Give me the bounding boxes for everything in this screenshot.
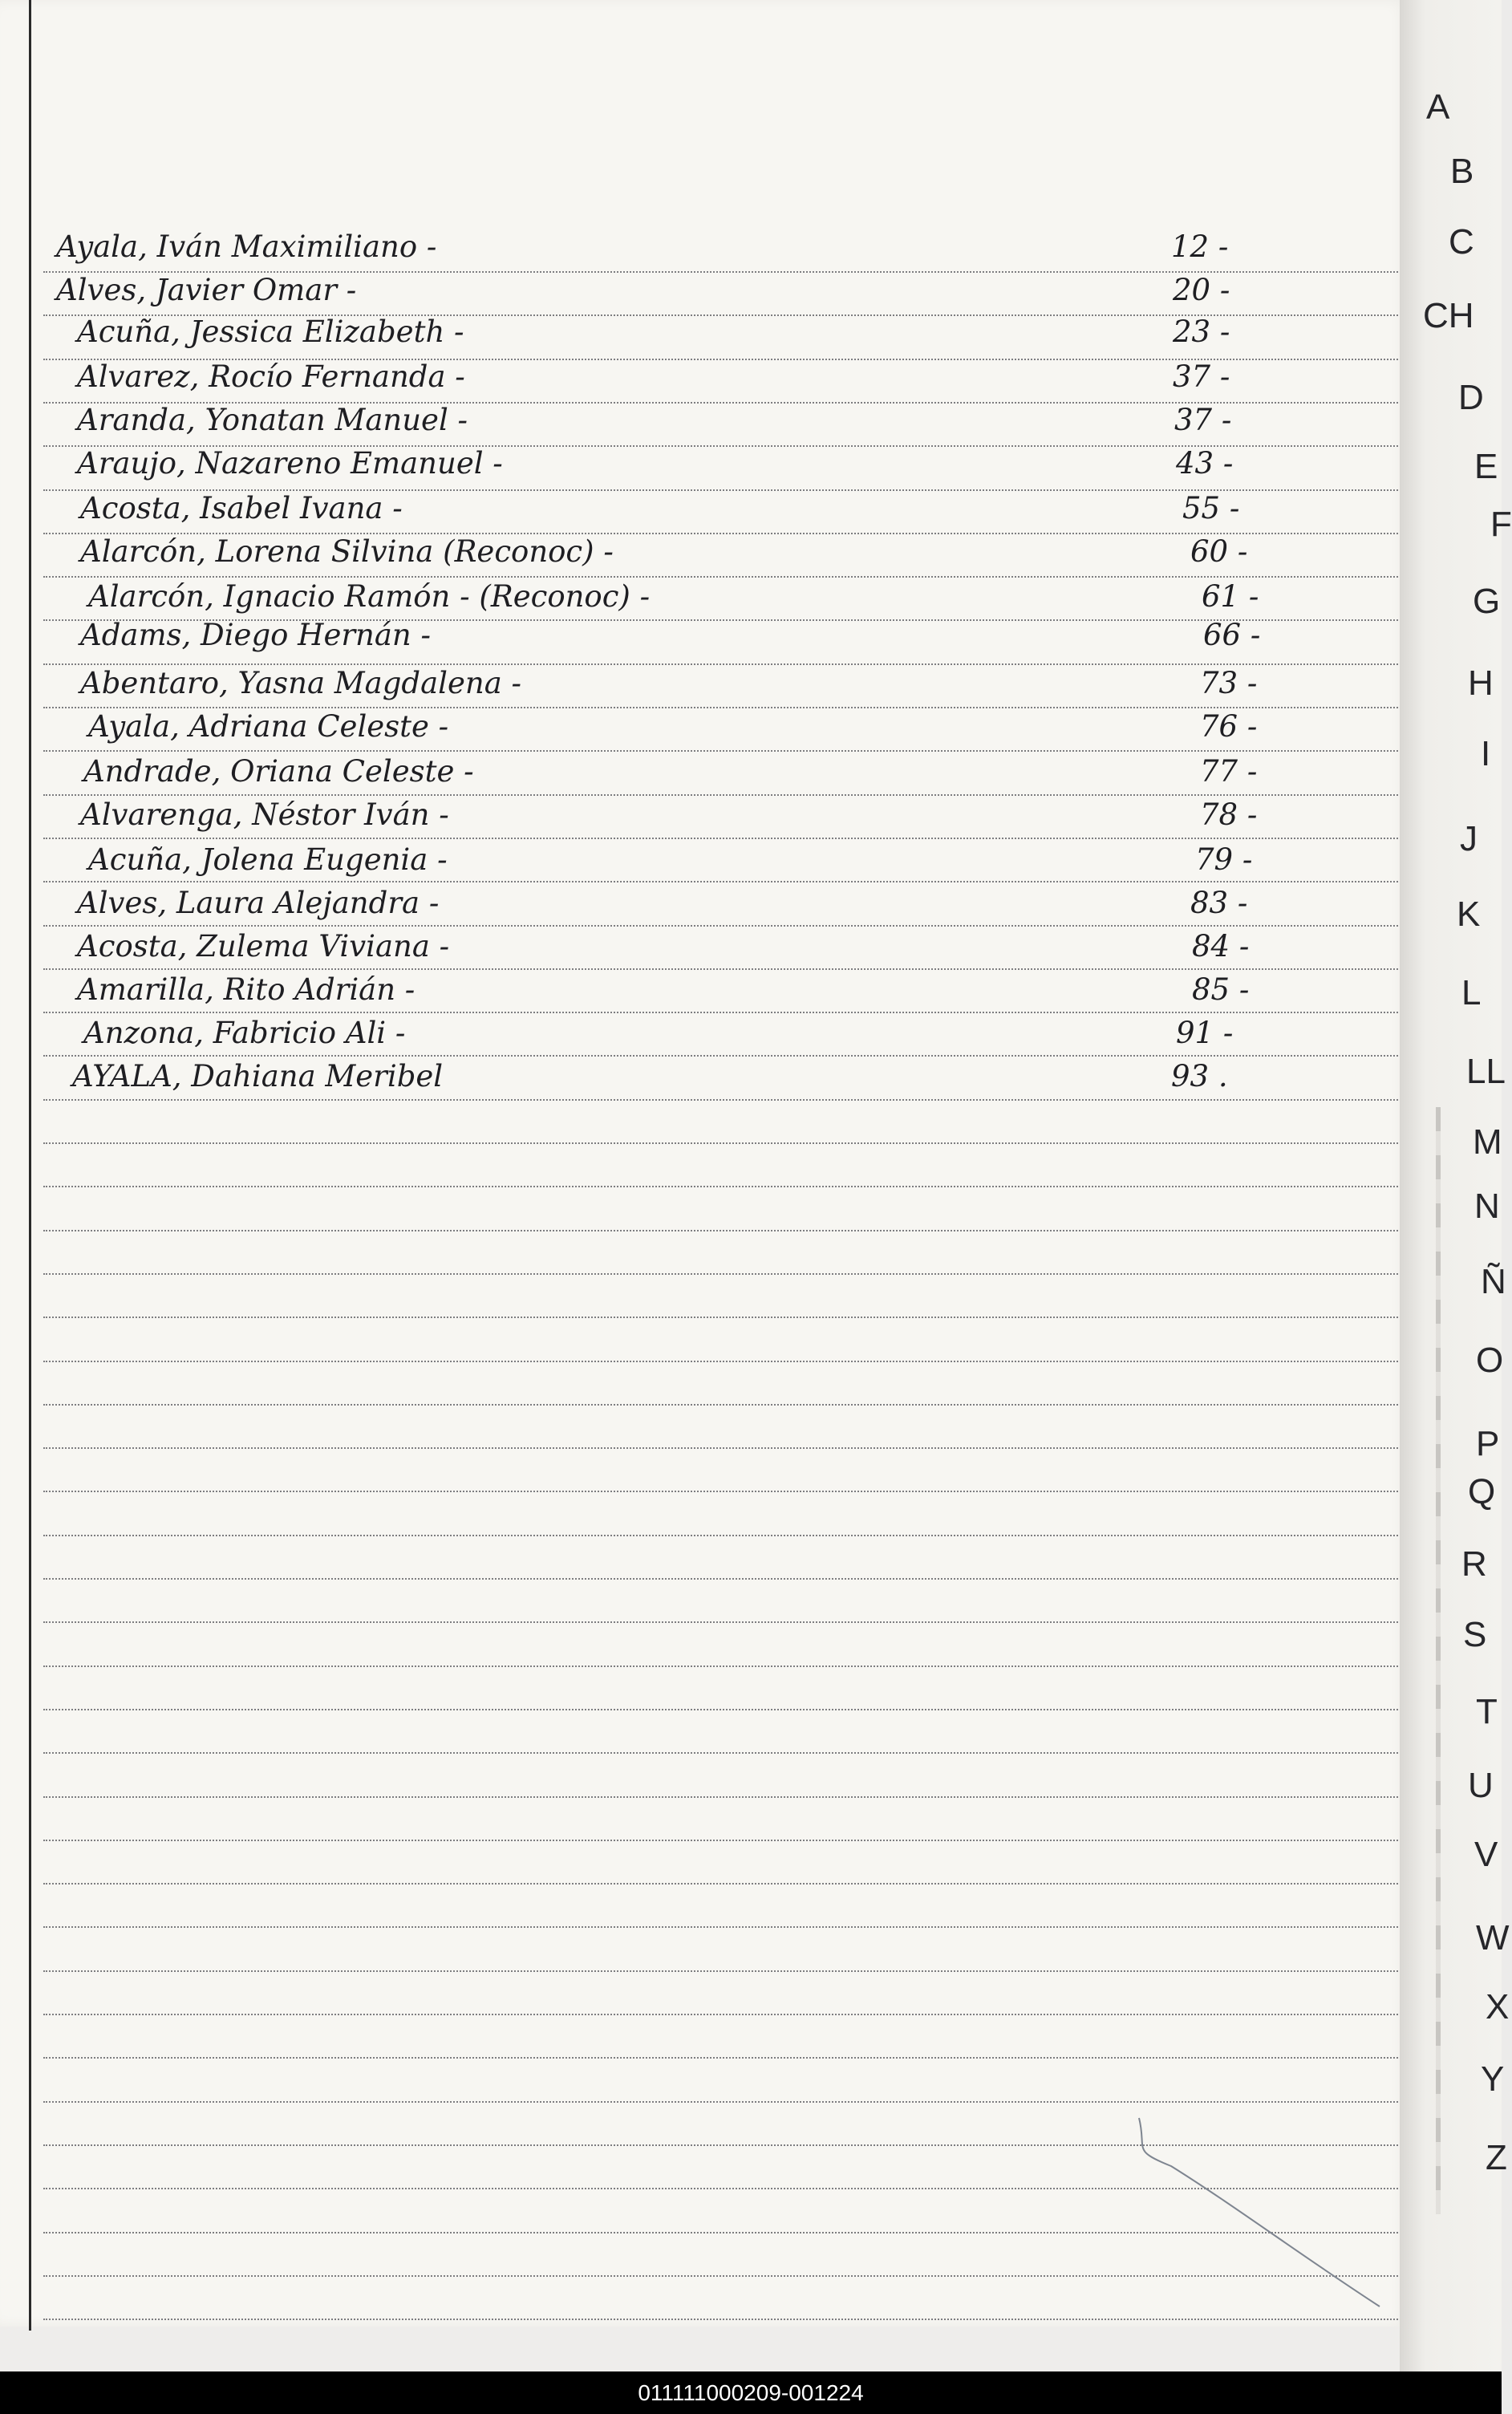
entry-page-number: 77 - — [1200, 754, 1258, 789]
entry-name: Aranda, Yonatan Manuel - — [77, 403, 468, 437]
index-tab-ch[interactable]: CH — [1423, 296, 1474, 335]
index-tab-i[interactable]: I — [1481, 734, 1491, 773]
index-tab-edges — [1436, 1107, 1441, 2214]
index-tab-f[interactable]: F — [1490, 505, 1512, 544]
ruled-line — [43, 1535, 1407, 1536]
index-tab-n[interactable]: N — [1474, 1187, 1500, 1226]
index-tab-c[interactable]: C — [1449, 222, 1474, 262]
ruled-line — [43, 1404, 1407, 1406]
entry-page-number: 37 - — [1173, 359, 1230, 394]
index-tab-l[interactable]: L — [1461, 973, 1482, 1012]
index-tab-z[interactable]: Z — [1486, 2138, 1507, 2177]
ruled-line — [43, 2319, 1407, 2320]
entry-page-number: 61 - — [1202, 579, 1259, 614]
entry-page-number: 84 - — [1192, 929, 1250, 964]
entry-page-number: 60 - — [1190, 534, 1248, 569]
entry-name: Alvarenga, Néstor Iván - — [80, 797, 449, 832]
ruled-line — [43, 1970, 1407, 1972]
ruled-line — [43, 1883, 1407, 1885]
entry-name: Alarcón, Ignacio Ramón - (Reconoc) - — [88, 579, 651, 614]
image-id: 011111000209-001224 — [638, 2380, 864, 2405]
entry-name: Anzona, Fabricio Ali - — [83, 1016, 406, 1050]
index-tab-a[interactable]: A — [1426, 87, 1450, 127]
index-tab-o[interactable]: O — [1476, 1341, 1504, 1380]
ruled-line — [43, 2101, 1407, 2103]
entry-page-number: 55 - — [1182, 491, 1240, 525]
index-tab-u[interactable]: U — [1468, 1766, 1494, 1805]
entry-name: Acosta, Zulema Viviana - — [77, 929, 450, 964]
entry-name: Alves, Javier Omar - — [56, 273, 357, 307]
index-tab-t[interactable]: T — [1476, 1692, 1498, 1731]
scan-footer — [0, 2371, 1502, 2414]
index-tab-b[interactable]: B — [1450, 152, 1474, 191]
entry-page-number: 76 - — [1200, 709, 1258, 744]
entry-name: Abentaro, Yasna Magdalena - — [80, 666, 522, 700]
ruled-line — [43, 2057, 1407, 2059]
index-tab-ñ[interactable]: Ñ — [1481, 1262, 1506, 1301]
ruled-line — [43, 1142, 1407, 1144]
entry-name: Ayala, Iván Maximiliano - — [56, 229, 437, 264]
ruled-line — [43, 2014, 1407, 2015]
index-tab-ll[interactable]: LL — [1466, 1052, 1506, 1091]
entry-page-number: 85 - — [1192, 972, 1250, 1007]
index-tab-j[interactable]: J — [1460, 819, 1478, 858]
index-tab-g[interactable]: G — [1473, 582, 1501, 621]
ruled-line — [43, 1578, 1407, 1580]
entry-page-number: 83 - — [1190, 886, 1248, 920]
entry-name: Adams, Diego Hernán - — [80, 618, 432, 652]
index-tab-h[interactable]: H — [1468, 663, 1494, 703]
index-tab-r[interactable]: R — [1461, 1544, 1487, 1584]
ruled-line — [43, 1491, 1407, 1492]
ruled-line — [43, 1796, 1407, 1798]
ruled-line — [43, 1273, 1407, 1275]
entry-name: Alves, Laura Alejandra - — [77, 886, 440, 920]
index-tab-p[interactable]: P — [1476, 1424, 1500, 1463]
ruled-line — [43, 1361, 1407, 1362]
entry-page-number: 79 - — [1195, 842, 1253, 877]
ruled-line — [43, 1840, 1407, 1841]
entry-page-number: 20 - — [1173, 273, 1230, 307]
index-tab-m[interactable]: M — [1473, 1122, 1502, 1162]
entry-name: Alarcón, Lorena Silvina (Reconoc) - — [80, 534, 614, 569]
index-tab-w[interactable]: W — [1476, 1918, 1510, 1958]
ruled-line — [43, 1230, 1407, 1231]
entry-name: Acosta, Isabel Ivana - — [80, 491, 403, 525]
index-tab-s[interactable]: S — [1463, 1615, 1487, 1654]
index-tab-d[interactable]: D — [1458, 378, 1484, 417]
ruled-line — [43, 1926, 1407, 1928]
index-tab-k[interactable]: K — [1457, 895, 1481, 934]
ruled-line — [43, 1665, 1407, 1667]
ruled-line — [43, 1447, 1407, 1449]
entry-list — [0, 0, 1380, 1123]
ruled-line — [43, 1709, 1407, 1710]
ruled-line — [43, 1317, 1407, 1318]
entry-page-number: 37 - — [1174, 403, 1232, 437]
entry-page-number: 66 - — [1203, 618, 1261, 652]
ruled-line — [43, 1186, 1407, 1187]
index-tab-v[interactable]: V — [1474, 1835, 1498, 1874]
entry-name: Acuña, Jolena Eugenia - — [88, 842, 448, 877]
ruled-line — [43, 1621, 1407, 1623]
entry-page-number: 93 . — [1171, 1059, 1228, 1093]
entry-name: Araujo, Nazareno Emanuel - — [77, 446, 503, 481]
index-tab-x[interactable]: X — [1486, 1987, 1510, 2027]
index-tab-q[interactable]: Q — [1468, 1472, 1496, 1511]
entry-page-number: 12 - — [1171, 229, 1229, 264]
entry-name: Alvarez, Rocío Fernanda - — [77, 359, 465, 394]
entry-name: Acuña, Jessica Elizabeth - — [77, 314, 464, 349]
entry-page-number: 43 - — [1176, 446, 1234, 481]
entry-page-number: 91 - — [1176, 1016, 1234, 1050]
index-tab-y[interactable]: Y — [1481, 2059, 1505, 2099]
ruled-line — [43, 1752, 1407, 1754]
entry-name: Andrade, Oriana Celeste - — [83, 754, 474, 789]
pen-scratch — [1123, 2118, 1388, 2311]
entry-page-number: 73 - — [1200, 666, 1258, 700]
index-tab-e[interactable]: E — [1474, 447, 1498, 486]
entry-page-number: 23 - — [1173, 314, 1230, 349]
entry-page-number: 78 - — [1200, 797, 1258, 832]
entry-name: AYALA, Dahiana Meribel — [72, 1059, 444, 1093]
entry-name: Ayala, Adriana Celeste - — [88, 709, 449, 744]
entry-name: Amarilla, Rito Adrián - — [77, 972, 415, 1007]
